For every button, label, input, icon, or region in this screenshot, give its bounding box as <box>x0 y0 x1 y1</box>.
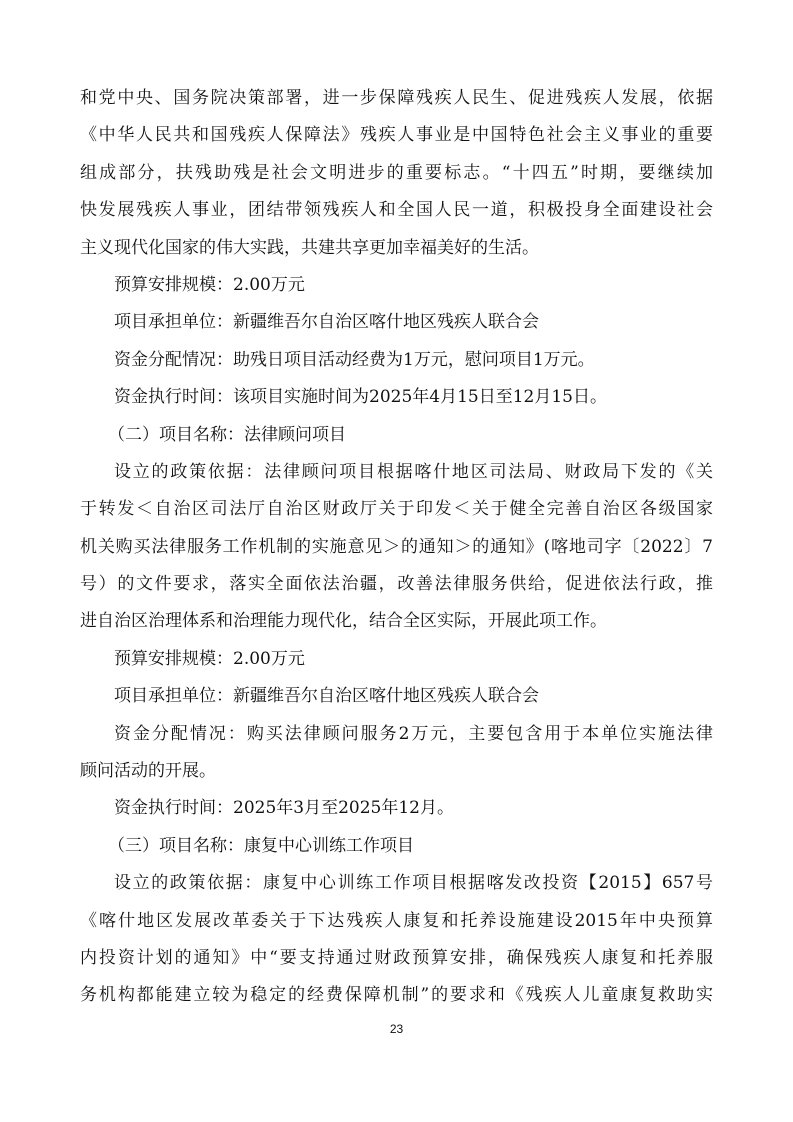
text-line: 《喀什地区发展改革委关于下达残疾人康复和托养设施建设2015年中央预算 <box>80 910 713 931</box>
document-body <box>80 80 713 1015</box>
text-line: 和党中央、国务院决策部署，进一步保障残疾人民生、促进残疾人发展，依据 <box>80 88 713 108</box>
text-line: 《中华人民共和国残疾人保障法》残疾人事业是中国特色社会主义事业的重要 <box>80 125 713 146</box>
paragraph-budget-2 <box>80 641 713 678</box>
section-heading-3 <box>80 828 713 865</box>
text-line: 机关购买法律服务工作机制的实施意见＞的通知＞的通知》(喀地司字〔2022〕7 <box>80 536 713 557</box>
text-line: 预算安排规模：2.00万元 <box>114 274 305 295</box>
paragraph-time-2 <box>80 790 713 827</box>
paragraph-budget-1 <box>80 267 713 304</box>
text-line: 组成部分，扶残助残是社会文明进步的重要标志。“十四五”时期，要继续加 <box>80 162 713 183</box>
page-number: 23 <box>389 1022 404 1036</box>
text-line: 内投资计划的通知》中“要支持通过财政预算安排，确保残疾人康复和托养服 <box>80 947 713 968</box>
text-line: 号）的文件要求，落实全面依法治疆，改善法律服务供给，促进依法行政，推 <box>80 574 713 595</box>
text-line: 进自治区治理体系和治理能力现代化，结合全区实际，开展此项工作。 <box>80 611 607 632</box>
paragraph-intro <box>80 80 713 267</box>
text-line: 主义现代化国家的伟大实践，共建共享更加幸福美好的生活。 <box>80 237 539 258</box>
text-line: 资金执行时间：2025年3月至2025年12月。 <box>114 798 454 819</box>
paragraph-unit-2 <box>80 678 713 715</box>
text-line: 资金分配情况：购买法律顾问服务2万元，主要包含用于本单位实施法律 <box>114 723 713 744</box>
section-heading-2 <box>80 417 713 454</box>
paragraph-basis-3 <box>80 865 713 1015</box>
text-line: 预算安排规模：2.00万元 <box>114 648 305 669</box>
paragraph-basis-2 <box>80 454 713 641</box>
text-line: （三）项目名称：康复中心训练工作项目 <box>108 835 414 856</box>
text-line: 资金执行时间：该项目实施时间为2025年4月15日至12月15日。 <box>114 387 607 408</box>
text-line: 项目承担单位：新疆维吾尔自治区喀什地区残疾人联合会 <box>114 312 539 333</box>
paragraph-time-1 <box>80 379 713 416</box>
text-line: 务机构都能建立较为稳定的经费保障机制”的要求和《残疾人儿童康复救助实 <box>80 985 713 1006</box>
text-line: 顾问活动的开展。 <box>80 761 216 782</box>
text-line: 项目承担单位：新疆维吾尔自治区喀什地区残疾人联合会 <box>114 686 539 707</box>
text-line: （二）项目名称：法律顾问项目 <box>108 424 346 445</box>
text-line: 资金分配情况：助残日项目活动经费为1万元，慰问项目1万元。 <box>114 349 595 370</box>
paragraph-allocation-1 <box>80 342 713 379</box>
text-line: 于转发＜自治区司法厅自治区财政厅关于印发＜关于健全完善自治区各级国家 <box>80 499 713 520</box>
text-line: 设立的政策依据：康复中心训练工作项目根据喀发改投资【2015】657号 <box>114 873 713 894</box>
paragraph-allocation-2 <box>80 716 713 791</box>
text-line: 快发展残疾人事业，团结带领残疾人和全国人民一道，积极投身全面建设社会 <box>80 200 713 221</box>
paragraph-unit-1 <box>80 304 713 341</box>
text-line: 设立的政策依据：法律顾问项目根据喀什地区司法局、财政局下发的《关 <box>114 461 713 482</box>
